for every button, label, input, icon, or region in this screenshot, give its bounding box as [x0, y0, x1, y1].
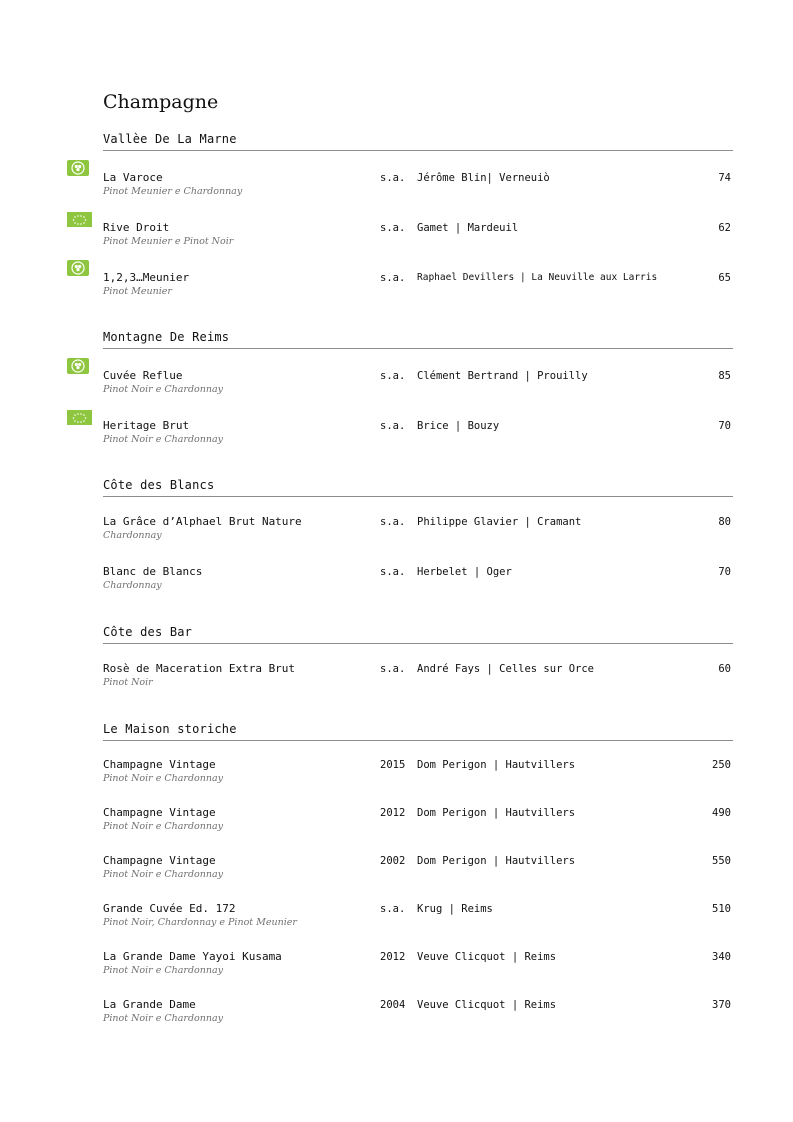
wine-row: [103, 369, 733, 419]
wine-grapes: Pinot Noir e Chardonnay: [103, 434, 224, 445]
wine-year: s.a.: [380, 222, 406, 234]
wine-producer: Philippe Glavier | Cramant: [417, 516, 582, 528]
wine-grapes: Pinot Noir e Chardonnay: [103, 821, 224, 832]
wine-name: Blanc de Blancs: [103, 565, 203, 578]
wine-year: s.a.: [380, 663, 406, 675]
wine-name: La Grâce d’Alphael Brut Nature: [103, 515, 302, 528]
wine-row: [103, 758, 733, 806]
wine-name: Grande Cuvée Ed. 172: [103, 902, 236, 915]
wine-producer: Brice | Bouzy: [417, 420, 500, 432]
wine-grapes: Chardonnay: [103, 580, 162, 591]
wine-producer: Dom Perigon | Hautvillers: [417, 855, 576, 867]
wine-producer: Clément Bertrand | Prouilly: [417, 370, 588, 382]
wine-price: 74: [718, 172, 731, 184]
wine-year: s.a.: [380, 566, 406, 578]
wine-year: 2012: [380, 951, 406, 963]
wine-year: 2004: [380, 999, 406, 1011]
wine-price: 340: [712, 951, 731, 963]
wine-grapes: Pinot Noir e Chardonnay: [103, 773, 224, 784]
organic-flower-icon: [67, 358, 89, 374]
wine-name: Heritage Brut: [103, 419, 190, 432]
wine-producer: Gamet | Mardeuil: [417, 222, 519, 234]
wine-row: [103, 950, 733, 998]
wine-grapes: Chardonnay: [103, 530, 162, 541]
wine-name: Champagne Vintage: [103, 854, 216, 867]
wine-grapes: Pinot Meunier e Pinot Noir: [103, 236, 234, 247]
wine-grapes: Pinot Noir e Chardonnay: [103, 1013, 224, 1024]
wine-producer: Raphael Devillers | La Neuville aux Larris: [417, 272, 658, 283]
wine-price: 70: [718, 420, 731, 432]
wine-price: 490: [712, 807, 731, 819]
wine-producer: Dom Perigon | Hautvillers: [417, 807, 576, 819]
wine-price: 510: [712, 903, 731, 915]
section-title: Vallèe De La Marne: [103, 131, 733, 151]
organic-flower-icon: [67, 260, 89, 276]
wine-grapes: Pinot Noir e Chardonnay: [103, 384, 224, 395]
wine-price: 370: [712, 999, 731, 1011]
wine-producer: Herbelet | Oger: [417, 566, 512, 578]
wine-row: [103, 806, 733, 854]
section-montagne-de-reims: [103, 329, 733, 469]
section-title: Côte des Bar: [103, 624, 733, 644]
wine-price: 550: [712, 855, 731, 867]
wine-price: 65: [718, 272, 731, 284]
wine-row: [103, 998, 733, 1046]
wine-year: s.a.: [380, 420, 406, 432]
wine-producer: Jérôme Blin| Verneuiò: [417, 172, 550, 184]
wine-producer: André Fays | Celles sur Orce: [417, 663, 595, 675]
wine-name: Champagne Vintage: [103, 806, 216, 819]
wine-year: 2012: [380, 807, 406, 819]
wine-year: s.a.: [380, 516, 406, 528]
section-cote-des-bar: [103, 624, 733, 712]
section-title: Le Maison storiche: [103, 721, 733, 741]
section-cote-des-blancs: [103, 477, 733, 615]
wine-price: 70: [718, 566, 731, 578]
wine-price: 80: [718, 516, 731, 528]
section-le-maison-storiche: [103, 721, 733, 1046]
wine-row: [103, 515, 733, 565]
wine-name: Champagne Vintage: [103, 758, 216, 771]
wine-grapes: Pinot Noir e Chardonnay: [103, 965, 224, 976]
wine-producer: Krug | Reims: [417, 903, 493, 915]
wine-name: La Grande Dame: [103, 998, 196, 1011]
wine-name: Rosè de Maceration Extra Brut: [103, 662, 296, 675]
wine-price: 85: [718, 370, 731, 382]
wine-row: [103, 271, 733, 321]
wine-year: s.a.: [380, 172, 406, 184]
wine-grapes: Pinot Noir e Chardonnay: [103, 869, 224, 880]
wine-price: 62: [718, 222, 731, 234]
section-title: Côte des Blancs: [103, 477, 733, 497]
wine-producer: Veuve Clicquot | Reims: [417, 951, 557, 963]
wine-name: La Grande Dame Yayoi Kusama: [103, 950, 282, 963]
section-vallee-de-la-marne: [103, 131, 733, 321]
section-title: Montagne De Reims: [103, 329, 733, 349]
wine-year: 2015: [380, 759, 406, 771]
wine-year: s.a.: [380, 903, 406, 915]
wine-row: [103, 662, 733, 712]
eu-organic-leaf-icon: [67, 410, 92, 425]
wine-row: [103, 902, 733, 950]
page-title: Champagne: [103, 91, 219, 113]
wine-producer: Veuve Clicquot | Reims: [417, 999, 557, 1011]
wine-name: Rive Droit: [103, 221, 170, 234]
wine-producer: Dom Perigon | Hautvillers: [417, 759, 576, 771]
wine-year: 2002: [380, 855, 406, 867]
wine-row: [103, 565, 733, 615]
wine-year: s.a.: [380, 370, 406, 382]
wine-row: [103, 221, 733, 271]
wine-price: 250: [712, 759, 731, 771]
wine-row: [103, 419, 733, 469]
wine-grapes: Pinot Meunier: [103, 286, 172, 297]
wine-grapes: Pinot Noir: [103, 677, 153, 688]
wine-name: 1,2,3…Meunier: [103, 271, 190, 284]
eu-organic-leaf-icon: [67, 212, 92, 227]
wine-name: La Varoce: [103, 171, 163, 184]
wine-row: [103, 854, 733, 902]
wine-price: 60: [718, 663, 731, 675]
wine-name: Cuvée Reflue: [103, 369, 183, 382]
wine-grapes: Pinot Meunier e Chardonnay: [103, 186, 243, 197]
wine-row: [103, 171, 733, 221]
organic-flower-icon: [67, 160, 89, 176]
wine-year: s.a.: [380, 272, 406, 284]
wine-grapes: Pinot Noir, Chardonnay e Pinot Meunier: [103, 917, 297, 928]
